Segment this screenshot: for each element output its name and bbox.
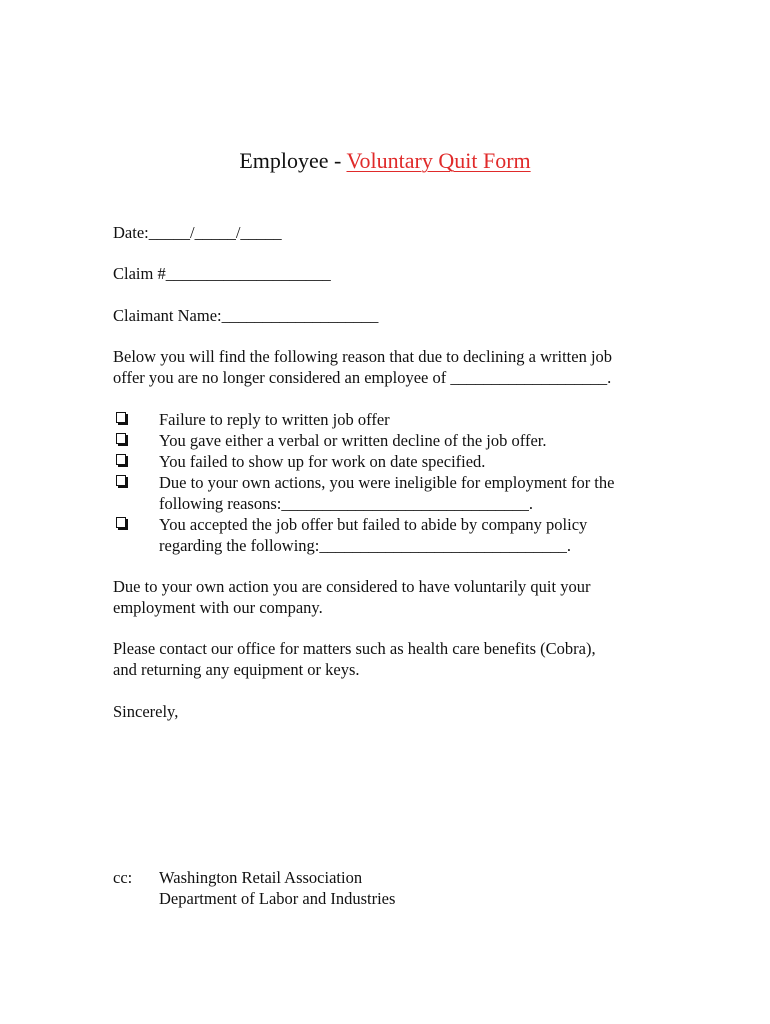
checkbox[interactable]	[116, 412, 126, 423]
conclusion-paragraph	[113, 576, 673, 618]
contact-paragraph	[113, 638, 673, 680]
checkbox[interactable]	[116, 454, 126, 465]
checkbox[interactable]	[116, 517, 126, 528]
title-highlight: Voluntary Quit Form	[346, 148, 531, 173]
page-title	[0, 147, 770, 175]
claim-number-field[interactable]: Claim #____________________	[113, 264, 331, 283]
checklist-item	[113, 430, 713, 451]
title-prefix: Employee -	[239, 148, 347, 173]
reason-checklist	[113, 409, 713, 556]
checklist-text: You accepted the job offer but failed to abide by company policy	[159, 515, 588, 534]
checklist-item	[113, 472, 713, 514]
checklist-item	[113, 514, 713, 556]
contact-line-2: and returning any equipment or keys.	[113, 660, 360, 679]
intro-line-1: Below you will find the following reason that due to declining a written job	[113, 347, 613, 366]
cc-recipients	[159, 867, 395, 909]
checklist-item	[113, 451, 713, 472]
claimant-name-field[interactable]: Claimant Name:___________________	[113, 306, 379, 325]
checklist-text: You gave either a verbal or written decline of the job offer.	[159, 431, 547, 450]
cc-recipient: Department of Labor and Industries	[159, 889, 396, 908]
closing-text: Sincerely,	[113, 702, 179, 721]
date-field[interactable]: Date:_____/_____/_____	[113, 223, 282, 242]
checkbox[interactable]	[116, 475, 126, 486]
conclusion-line-2: employment with our company.	[113, 598, 323, 617]
checkbox[interactable]	[116, 433, 126, 444]
checklist-item	[113, 409, 713, 430]
intro-line-2: offer you are no longer considered an employee of ___________________.	[113, 368, 612, 387]
cc-label: cc:	[113, 868, 133, 887]
checklist-text: Due to your own actions, you were ineligible for employment for the	[159, 473, 615, 492]
contact-line-1: Please contact our office for matters such as health care benefits (Cobra),	[113, 639, 596, 658]
cc-recipient: Washington Retail Association	[159, 868, 363, 887]
conclusion-line-1: Due to your own action you are considered to have voluntarily quit your	[113, 577, 591, 596]
checklist-text: regarding the following:______________________________.	[159, 536, 572, 555]
checklist-text: Failure to reply to written job offer	[159, 410, 390, 429]
checklist-text: You failed to show up for work on date specified.	[159, 452, 486, 471]
checklist-text: following reasons:______________________________.	[159, 494, 533, 513]
intro-paragraph	[113, 346, 673, 388]
